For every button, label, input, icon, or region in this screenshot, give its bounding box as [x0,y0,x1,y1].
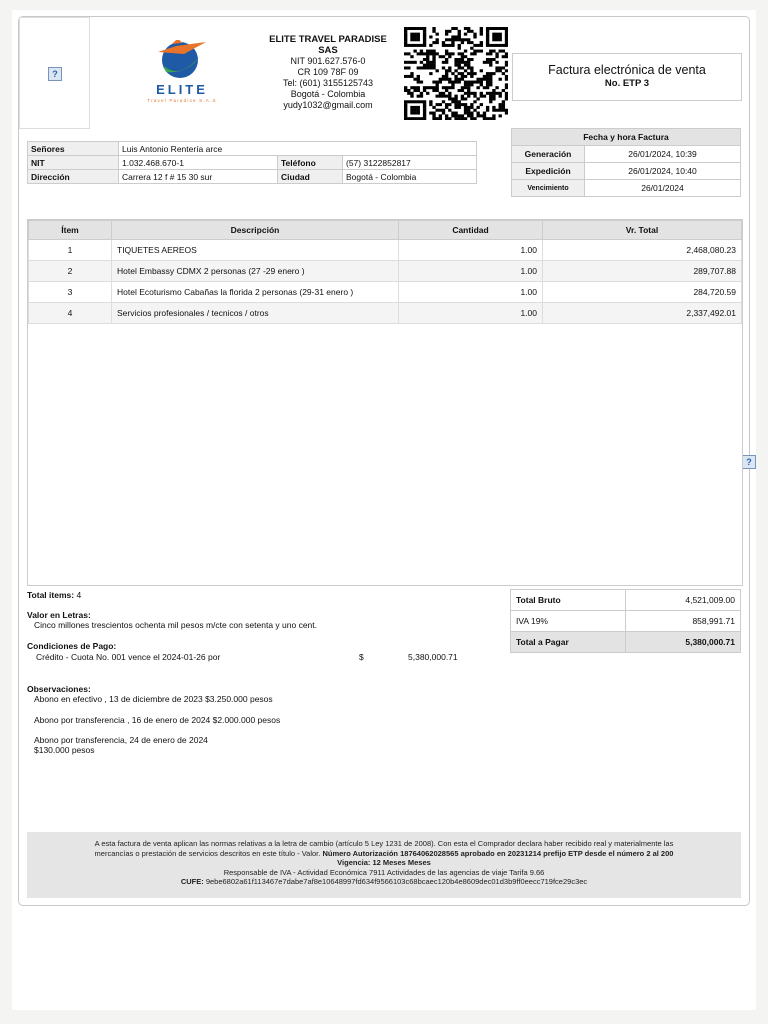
footer-responsable: Responsable de IVA - Actividad Económica 7911 Actividades de las agencias de viaje Tarifa 9.66 [223,867,545,877]
totals-table [510,589,741,653]
row-total: 284,720.59 [543,282,742,303]
ciudad-label: Ciudad [278,170,343,184]
client-phone: (57) 3122852817 [343,156,477,170]
condiciones-value: Crédito - Cuota No. 001 vence el 2024-01-26 por [36,652,221,662]
client-table [27,141,477,184]
company-phone: Tel: (601) 3155125743 [282,78,374,88]
row-total: 2,468,080.23 [543,240,742,261]
broken-image-icon: ? [48,67,62,81]
footer-line-2 [27,849,741,859]
row-item: 3 [29,282,112,303]
invoice-number: No. ETP 3 [604,78,650,89]
telefono-label: Teléfono [278,156,343,170]
generacion-label: Generación [512,146,585,163]
invoice-title-box [512,53,742,101]
table-row [29,303,742,324]
row-qty: 1.00 [399,261,543,282]
footer-vigencia: Vigencia: 12 Meses Meses [337,858,431,867]
total-items [27,590,81,600]
items-table [28,220,742,324]
logo-subtext: Travel Paradise S.A.S [147,98,217,103]
expedicion-label: Expedición [512,163,585,180]
col-item-header: Ítem [29,221,112,240]
total-items-value: 4 [76,590,82,600]
observacion-3-amount: $130.000 pesos [34,745,95,755]
dates-table [511,128,741,197]
row-qty: 1.00 [399,240,543,261]
observacion-2: Abono por transferencia , 16 de enero de 2024 $2.000.000 pesos [34,715,281,725]
client-name: Luis Antonio Rentería arce [119,142,477,156]
condiciones-amount: 5,380,000.71 [408,652,458,662]
footer-authorization: Número Autorización 18764062028565 aprobado en 20231214 prefijo ETP desde el número 2 al 200 [322,848,674,858]
generacion-value: 26/01/2024, 10:39 [585,146,741,163]
cufe-value: 9ebe6802a61f113467e7dabe7af8e10648997fd634f9566103c68bcaec120b4e8609dec01d3b9ff0eecc719fce29c3ec [205,877,588,886]
company-city: Bogotá - Colombia [290,89,366,99]
row-desc: Servicios profesionales / tecnicos / otros [112,303,399,324]
observacion-3: Abono por transferencia, 24 de enero de 2024 [34,735,208,745]
client-address: Carrera 12 f # 15 30 sur [119,170,278,184]
footer-cufe [27,877,741,887]
valor-letras-value: Cinco millones trescientos ochenta mil pesos m/cte con setenta y uno cent. [34,620,318,630]
row-qty: 1.00 [399,282,543,303]
invoice-title: Factura electrónica de venta [548,63,706,77]
row-desc: Hotel Ecoturismo Cabañas la florida 2 personas (29-31 enero ) [112,282,399,303]
observacion-1: Abono en efectivo , 13 de diciembre de 2023 $3.250.000 pesos [34,694,273,704]
iva-value: 858,991.71 [626,611,741,632]
total-bruto-label: Total Bruto [511,590,626,611]
items-panel [27,219,743,586]
expedicion-value: 26/01/2024, 10:40 [585,163,741,180]
footer-line-2a: mercancías o prestación de servicios descritos en este título - Valor. [94,848,321,858]
row-item: 2 [29,261,112,282]
col-qty-header: Cantidad [399,221,543,240]
qr-code [404,27,508,120]
company-email: yudy1032@gmail.com [283,100,373,110]
row-item: 4 [29,303,112,324]
total-pagar-value: 5,380,000.71 [626,632,741,653]
company-name: ELITE TRAVEL PARADISE SAS [269,34,387,56]
row-total: 2,337,492.01 [543,303,742,324]
company-address: CR 109 78F 09 [297,67,359,77]
client-nit: 1.032.468.670-1 [119,156,278,170]
vencimiento-value: 26/01/2024 [585,180,741,197]
table-row [29,282,742,303]
vencimiento-label: Vencimiento [512,180,585,197]
row-desc: TIQUETES AEREOS [112,240,399,261]
company-nit: NIT 901.627.576-0 [290,56,366,66]
client-city: Bogotá - Colombia [343,170,477,184]
row-qty: 1.00 [399,303,543,324]
footer-line-1: A esta factura de venta aplican las normas relativas a la letra de cambio (artículo 5 Ley 1231 de 2008). Con esta el Comprador declara haber recibido real y materialmente las [94,839,674,848]
iva-label: IVA 19% [511,611,626,632]
row-item: 1 [29,240,112,261]
condiciones-currency: $ [359,652,364,662]
direccion-label: Dirección [28,170,119,184]
logo-text: ELITE [156,82,208,97]
col-total-header: Vr. Total [543,221,742,240]
qr-code-graphic [404,27,508,120]
nit-label: NIT [28,156,119,170]
col-desc-header: Descripción [112,221,399,240]
row-desc: Hotel Embassy CDMX 2 personas (27 -29 enero ) [112,261,399,282]
condiciones-label: Condiciones de Pago: [27,641,117,651]
senores-label: Señores [28,142,119,156]
legal-footer [27,832,741,898]
company-info [268,34,388,111]
observaciones-label: Observaciones: [27,684,91,694]
row-total: 289,707.88 [543,261,742,282]
cufe-label: CUFE: [180,877,204,886]
dates-header: Fecha y hora Factura [512,129,741,146]
table-row [29,240,742,261]
company-logo [128,40,236,106]
broken-image-icon: ? [742,455,756,469]
total-bruto-value: 4,521,009.00 [626,590,741,611]
table-row [29,261,742,282]
total-items-label: Total items: [27,590,75,600]
valor-letras-label: Valor en Letras: [27,610,91,620]
total-pagar-label: Total a Pagar [511,632,626,653]
